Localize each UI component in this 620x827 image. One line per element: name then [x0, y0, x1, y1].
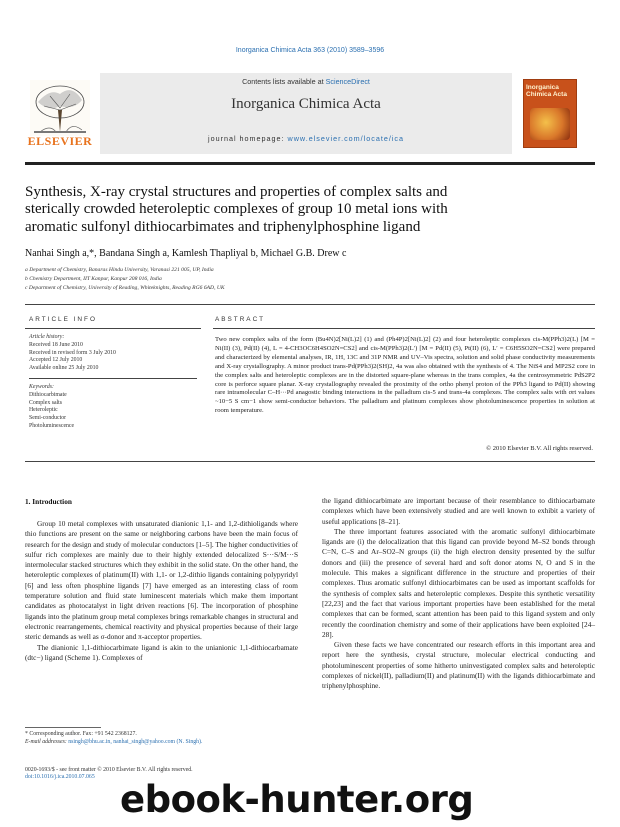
watermark: ebook-hunter.org	[120, 778, 474, 821]
cover-image	[530, 108, 570, 140]
copyright-line: © 2010 Elsevier B.V. All rights reserved.	[486, 445, 593, 452]
contents-available	[100, 77, 512, 86]
journal-cover-thumbnail	[523, 79, 577, 148]
abstract-heading: ABSTRACT	[215, 316, 266, 323]
header-rule	[25, 162, 595, 165]
divider	[25, 304, 595, 305]
homepage-link[interactable]: www.elsevier.com/locate/ica	[287, 134, 405, 143]
paragraph: the ligand dithiocarbimate are important because of their resemblance to dithiocarbamate complexes which have been extensively studied and are well known to exhibit a variety of useful applications [8–21].	[322, 496, 595, 526]
title-line: Synthesis, X-ray crystal structures and properties of complex salts and	[25, 184, 448, 200]
history-item: Accepted 12 July 2010	[29, 357, 83, 364]
divider	[213, 328, 595, 329]
history-item: Available online 25 July 2010	[29, 365, 99, 372]
issn-line: 0020-1693/$ - see front matter © 2010 Elsevier B.V. All rights reserved.	[25, 767, 193, 773]
paragraph: The dianionic 1,1-dithiocarbimate ligand is akin to the unianionic 1,1-dithiocarbamate (dtc−) ligand (Scheme 1). Complexes of	[25, 642, 298, 662]
article-title	[25, 184, 585, 236]
author-list: Nanhai Singh a,*, Bandana Singh a, Kamlesh Thapliyal b, Michael G.B. Drew c	[25, 248, 347, 259]
keyword: Photoluminescence	[29, 422, 75, 429]
sciencedirect-link[interactable]: ScienceDirect	[325, 77, 370, 86]
keywords-label: Keywords:	[29, 384, 54, 390]
paragraph: The three important features associated with the aromatic sulfonyl dithiocarbimate ligands are (i) the delocalization that this ligand can provide beyond M–S2 bonds through C=N, C–S and Ar–SO2–N groups (ii) the high electron density presented by the sulfur donors and (iii) the presence of several hard and soft donor atoms N, O and S in the molecule. This makes a significant difference in the structure and properties of their complexes. Thus aromatic sulfonyl dithiocarbimates can be used as important scaffolds for the synthesis of complex salts and heteroleptic complexes. Despite this synthetic versatility [22,23] and the fact that various important properties have been established for the metal complexes that can be formed, scant attention has been paid to this ligand system and only recently the coordination chemistry and some of their applications have been exploited [24–28].	[322, 526, 595, 639]
section-heading: 1. Introduction	[25, 497, 72, 506]
history-label: Article history:	[29, 334, 65, 340]
email-line	[25, 739, 298, 747]
journal-homepage	[100, 134, 512, 143]
affiliation: a Department of Chemistry, Banaras Hindu University, Varanasi 221 005, UP, India	[25, 267, 214, 273]
left-column	[25, 519, 298, 663]
history-item: Received in revised form 3 July 2010	[29, 349, 116, 356]
keyword: Semi-conductor	[29, 415, 67, 422]
article-history	[29, 334, 179, 373]
footnote-rule	[25, 727, 101, 728]
divider	[29, 378, 197, 379]
divider	[25, 328, 201, 329]
cover-title: Inorganica Chimica Acta	[526, 84, 567, 98]
affiliation: c Department of Chemistry, University of Reading, Whiteknights, Reading RG6 6AD, UK	[25, 285, 225, 291]
affiliation: b Chemistry Department, IIT Kanpur, Kanpur 208 016, India	[25, 276, 162, 282]
abstract-text: Two new complex salts of the form (Bu4N)2[Ni(L)2] (1) and (Ph4P)2[Ni(L)2] (2) and four heteroleptic complexes cis-M(PPh3)2(L) [M = Ni(II) (3), Pd(II) (4), L = 4-CH3OC6H4SO2N=CS2] and cis-M(PPh3)2(L′) [M = Pd(II) (5), Pt(II) (6), L′ = C6H5SO2N=CS2] were prepared and characterized by elemental analyses, IR, 1H, 13C and 31P NMR and UV–Vis spectra, solution and solid phase conductivity measurements and X-ray crystallography. A minor product trans-Pd(PPh3)2(SH)2, 4a was also obtained with the synthesis of 4. The NiS4 and MP2S2 core in the complex salts and heteroleptic complexes are in the distorted square-plane whereas in the trans complex, 4a the centrosymmetric PdS2P2 core is perforce square planar. X-ray crystallography revealed the proximity of the ortho phenyl proton of the PPh3 ligand to Pd(II) showing rare intramolecular C–H···Pd anagostic binding interactions in the palladium cis-5 and trans-4a complexes. The complex salts with σrt values ~10−5 S cm−1 show semi-conductor behaviors. The palladium and platinum complexes show photoluminescence properties in solution at room temperature.	[215, 336, 595, 415]
elsevier-wordmark: ELSEVIER	[27, 134, 93, 148]
email-label: E-mail addresses:	[25, 738, 69, 745]
corresponding-author: * Corresponding author. Fax: +91 542 2368127.	[25, 731, 137, 737]
email-links[interactable]: nsingh@bhu.ac.in, nanhai_singh@yahoo.com (N. Singh).	[68, 738, 203, 745]
keywords	[29, 384, 179, 431]
divider	[25, 461, 595, 462]
right-column	[322, 496, 595, 692]
contents-prefix: Contents lists available at	[242, 77, 326, 86]
homepage-prefix: journal homepage:	[207, 134, 288, 143]
journal-title: Inorganica Chimica Acta	[231, 96, 381, 112]
title-line: sterically crowded heteroleptic complexes of group 10 metal ions with	[25, 201, 448, 218]
history-item: Received 18 June 2010	[29, 341, 83, 348]
paragraph: Group 10 metal complexes with unsaturated dianionic 1,1- and 1,2-dithioligands where thio functions are present on the same or neighboring carbons have been the main focus of research for the design and study of molecular conductors [1–5]. The higher conductivities of sulfur rich complexes are mainly due to their highly extended delocalized S···S/M···S intermolecular stacked structures which they exhibit in the solid state. On the other hand, the heteroleptic complexes of platinum(II) with 1,1- or 1,2-dithio ligands containing polypyridyl [6] and less often phosphine ligands [7] have emerged as an interesting class of room temperature solution and fluid state luminescent materials which make them important candidates as photocatalyst in light driven reactions [6]. The incorporation of phosphine ligands into the platinum group metal complexes brings remarkable changes in structural and electronic rearrangements, chemical reactivity and physical properties because of their large steric demands as well as σ-donor and π-acceptor properties.	[25, 519, 298, 642]
keyword: Complex salts	[29, 399, 63, 406]
journal-citation[interactable]: Inorganica Chimica Acta 363 (2010) 3589–3596	[235, 47, 385, 54]
keyword: Heteroleptic	[29, 407, 58, 414]
paragraph: Given these facts we have concentrated our research efforts in this important area and report here the synthesis, crystal structure, molecular electrical conducting and photoluminescent properties of some hitherto uninvestigated complex salts and heteroleptic complexes of nickel(II), palladium(II) and platinum(II) with the ligands dithiocarbimate and triphenylphosphine.	[322, 640, 595, 691]
keyword: Dithiocarbimate	[29, 391, 67, 398]
title-line: aromatic sulfonyl dithiocarbimates and triphenylphosphine ligand	[25, 218, 421, 235]
doi-link[interactable]: doi:10.1016/j.ica.2010.07.065	[25, 774, 95, 781]
footnotes	[25, 731, 298, 747]
article-info-heading: ARTICLE INFO	[29, 316, 97, 323]
